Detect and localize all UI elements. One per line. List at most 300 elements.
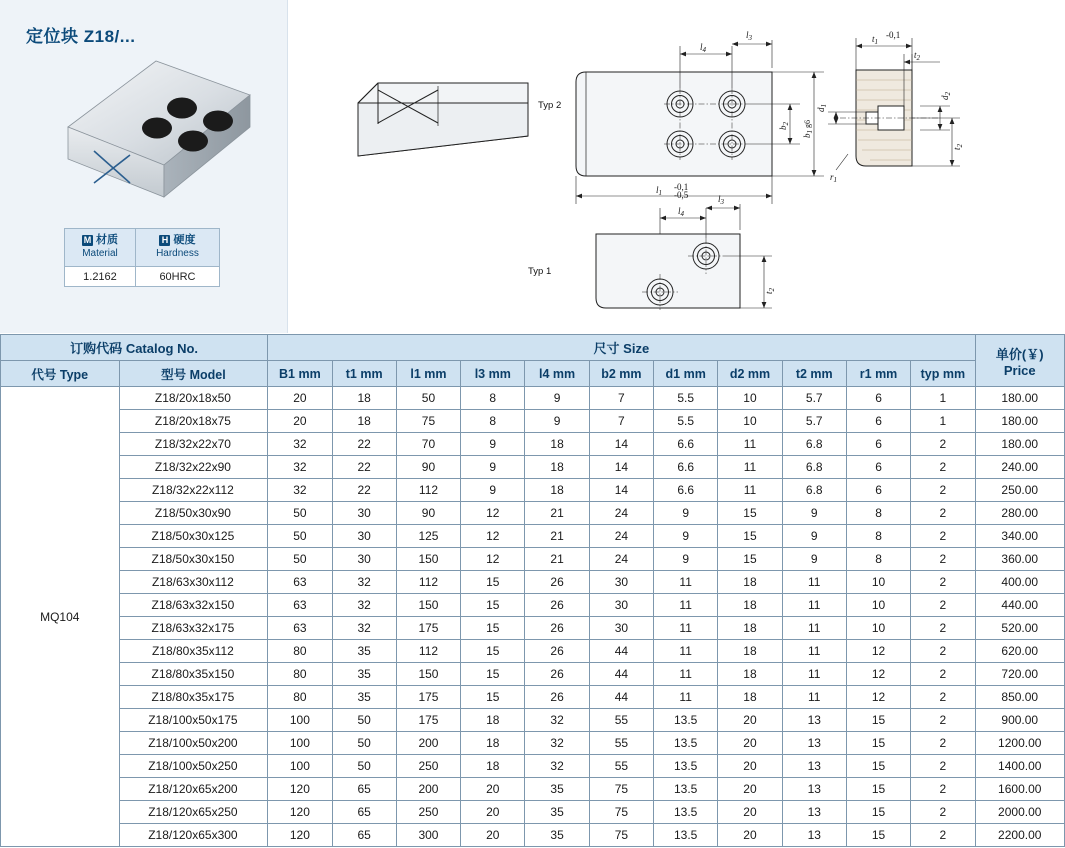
cell-model: Z18/100x50x175 bbox=[119, 709, 268, 732]
cell-r1: 15 bbox=[846, 755, 910, 778]
cell-d2: 11 bbox=[718, 479, 782, 502]
cell-b1: 80 bbox=[268, 686, 332, 709]
cell-t1: 35 bbox=[332, 640, 396, 663]
cell-l3: 20 bbox=[461, 824, 525, 847]
cell-t2: 13 bbox=[782, 824, 846, 847]
cell-price: 280.00 bbox=[975, 502, 1065, 525]
cell-l4: 21 bbox=[525, 525, 589, 548]
cell-l3: 15 bbox=[461, 686, 525, 709]
header-type bbox=[1, 361, 120, 387]
cell-d2: 15 bbox=[718, 548, 782, 571]
cell-b1: 80 bbox=[268, 640, 332, 663]
header-catalog bbox=[1, 335, 268, 361]
cell-model: Z18/80x35x175 bbox=[119, 686, 268, 709]
svg-text:-0,1: -0,1 bbox=[886, 30, 901, 40]
cell-l3: 12 bbox=[461, 548, 525, 571]
cell-b1: 120 bbox=[268, 824, 332, 847]
cell-b1: 50 bbox=[268, 525, 332, 548]
cell-d2: 18 bbox=[718, 594, 782, 617]
svg-text:l4: $l_4$ bbox=[678, 206, 685, 218]
cell-t1: 30 bbox=[332, 502, 396, 525]
cell-t1: 65 bbox=[332, 801, 396, 824]
cell-t2: 9 bbox=[782, 525, 846, 548]
cell-b2: 75 bbox=[589, 824, 653, 847]
cell-price: 1600.00 bbox=[975, 778, 1065, 801]
cell-r1: 8 bbox=[846, 548, 910, 571]
cell-r1: 12 bbox=[846, 686, 910, 709]
cell-t1: 32 bbox=[332, 617, 396, 640]
cell-model: Z18/50x30x125 bbox=[119, 525, 268, 548]
cell-b2: 44 bbox=[589, 640, 653, 663]
page-title-cn: 定位块 bbox=[26, 27, 79, 46]
cell-price: 250.00 bbox=[975, 479, 1065, 502]
header-type-cn: 代号 bbox=[31, 367, 57, 382]
hardness-header-en: Hardness bbox=[156, 248, 199, 260]
cell-l3: 15 bbox=[461, 663, 525, 686]
cell-d1: 13.5 bbox=[654, 732, 718, 755]
header-size-cn: 尺寸 bbox=[593, 341, 620, 356]
cell-b2: 14 bbox=[589, 456, 653, 479]
cell-t2: 9 bbox=[782, 502, 846, 525]
header-type-en: Type bbox=[59, 367, 89, 382]
cell-d2: 18 bbox=[718, 663, 782, 686]
cell-l4: 21 bbox=[525, 548, 589, 571]
cell-t2: 13 bbox=[782, 778, 846, 801]
cell-d1: 11 bbox=[654, 617, 718, 640]
cell-d1: 6.6 bbox=[654, 456, 718, 479]
material-hardness-table bbox=[64, 228, 220, 287]
cell-d2: 20 bbox=[718, 778, 782, 801]
cell-typ: 2 bbox=[911, 778, 975, 801]
cell-model: Z18/80x35x150 bbox=[119, 663, 268, 686]
typ1-label: Typ 1 bbox=[528, 266, 552, 277]
cell-l1: 300 bbox=[396, 824, 460, 847]
header-col-b2: b2 mm bbox=[589, 361, 653, 387]
cell-l4: 26 bbox=[525, 686, 589, 709]
cell-b2: 44 bbox=[589, 686, 653, 709]
cell-model: Z18/63x32x150 bbox=[119, 594, 268, 617]
cell-l4: 32 bbox=[525, 709, 589, 732]
cell-l4: 26 bbox=[525, 663, 589, 686]
cell-t1: 65 bbox=[332, 824, 396, 847]
cell-model: Z18/32x22x70 bbox=[119, 433, 268, 456]
header-model-cn: 型号 bbox=[161, 367, 187, 382]
cell-typ: 2 bbox=[911, 686, 975, 709]
cell-l1: 200 bbox=[396, 732, 460, 755]
cell-d1: 13.5 bbox=[654, 709, 718, 732]
isometric-block-illustration bbox=[60, 55, 260, 200]
cell-l4: 26 bbox=[525, 640, 589, 663]
svg-text:b1 g6: $b_1$ g6 bbox=[802, 120, 814, 138]
cell-model: Z18/120x65x200 bbox=[119, 778, 268, 801]
svg-text:-0,1: -0,1 bbox=[674, 182, 689, 192]
table-row bbox=[1, 778, 1065, 801]
table-row bbox=[1, 617, 1065, 640]
page-title bbox=[26, 22, 135, 47]
cell-t1: 35 bbox=[332, 663, 396, 686]
cell-d2: 18 bbox=[718, 617, 782, 640]
cell-t2: 6.8 bbox=[782, 456, 846, 479]
cell-t1: 50 bbox=[332, 709, 396, 732]
hardness-badge-icon: H bbox=[159, 235, 170, 246]
table-row bbox=[1, 594, 1065, 617]
cell-l1: 150 bbox=[396, 594, 460, 617]
cell-d1: 13.5 bbox=[654, 824, 718, 847]
table-row bbox=[1, 709, 1065, 732]
cell-l4: 18 bbox=[525, 456, 589, 479]
cell-d2: 20 bbox=[718, 709, 782, 732]
header-col-typ: typ mm bbox=[911, 361, 975, 387]
svg-text:l3: $l_3$ bbox=[718, 194, 725, 206]
cell-l4: 9 bbox=[525, 387, 589, 410]
cell-r1: 12 bbox=[846, 640, 910, 663]
cell-b1: 32 bbox=[268, 479, 332, 502]
cell-d1: 5.5 bbox=[654, 387, 718, 410]
cell-d1: 11 bbox=[654, 640, 718, 663]
cell-t1: 50 bbox=[332, 755, 396, 778]
svg-text:t2: $t_2$ bbox=[914, 50, 921, 62]
cell-d1: 13.5 bbox=[654, 801, 718, 824]
cell-t2: 9 bbox=[782, 548, 846, 571]
cell-l4: 35 bbox=[525, 778, 589, 801]
cell-d1: 9 bbox=[654, 502, 718, 525]
material-header-en: Material bbox=[82, 248, 118, 260]
cell-l1: 175 bbox=[396, 686, 460, 709]
specification-price-table-container bbox=[0, 334, 1065, 848]
cell-l3: 9 bbox=[461, 433, 525, 456]
cell-l3: 9 bbox=[461, 456, 525, 479]
cell-d2: 18 bbox=[718, 640, 782, 663]
cell-l4: 26 bbox=[525, 594, 589, 617]
cell-typ: 2 bbox=[911, 594, 975, 617]
svg-text:l1: $l_1$ bbox=[656, 185, 663, 197]
cell-price: 1200.00 bbox=[975, 732, 1065, 755]
cell-price: 440.00 bbox=[975, 594, 1065, 617]
header-col-l1: l1 mm bbox=[396, 361, 460, 387]
cell-b1: 63 bbox=[268, 571, 332, 594]
cell-t1: 22 bbox=[332, 479, 396, 502]
table-row bbox=[1, 502, 1065, 525]
cell-typ: 1 bbox=[911, 387, 975, 410]
cell-l3: 8 bbox=[461, 410, 525, 433]
header-col-l4: l4 mm bbox=[525, 361, 589, 387]
cell-typ: 2 bbox=[911, 709, 975, 732]
table-row bbox=[1, 663, 1065, 686]
cell-b1: 63 bbox=[268, 617, 332, 640]
cell-l3: 18 bbox=[461, 709, 525, 732]
cell-model: Z18/20x18x50 bbox=[119, 387, 268, 410]
cell-d2: 11 bbox=[718, 433, 782, 456]
table-row bbox=[1, 456, 1065, 479]
cell-t2: 5.7 bbox=[782, 410, 846, 433]
cell-typ: 2 bbox=[911, 755, 975, 778]
cell-price: 2200.00 bbox=[975, 824, 1065, 847]
cell-b2: 24 bbox=[589, 525, 653, 548]
cell-typ: 2 bbox=[911, 640, 975, 663]
cell-typ: 2 bbox=[911, 663, 975, 686]
cell-b1: 20 bbox=[268, 387, 332, 410]
svg-text:t1: $t_1$ bbox=[872, 34, 879, 46]
cell-d1: 11 bbox=[654, 571, 718, 594]
cell-typ: 2 bbox=[911, 801, 975, 824]
table-row bbox=[1, 732, 1065, 755]
cell-b2: 55 bbox=[589, 732, 653, 755]
cell-price: 2000.00 bbox=[975, 801, 1065, 824]
cell-r1: 15 bbox=[846, 778, 910, 801]
cell-typ: 1 bbox=[911, 410, 975, 433]
cell-model: Z18/120x65x300 bbox=[119, 824, 268, 847]
cell-t2: 13 bbox=[782, 709, 846, 732]
cell-price: 1400.00 bbox=[975, 755, 1065, 778]
cell-r1: 8 bbox=[846, 502, 910, 525]
cell-b1: 32 bbox=[268, 456, 332, 479]
svg-text:r1: $r_1$ bbox=[830, 172, 838, 184]
cell-l1: 112 bbox=[396, 640, 460, 663]
cell-b2: 7 bbox=[589, 387, 653, 410]
cell-l1: 112 bbox=[396, 571, 460, 594]
cell-b2: 55 bbox=[589, 709, 653, 732]
cell-b1: 50 bbox=[268, 548, 332, 571]
cell-price: 340.00 bbox=[975, 525, 1065, 548]
header-catalog-cn: 订购代码 bbox=[70, 341, 123, 356]
cell-typ: 2 bbox=[911, 502, 975, 525]
cell-d1: 9 bbox=[654, 525, 718, 548]
cell-d1: 6.6 bbox=[654, 433, 718, 456]
cell-model: Z18/63x32x175 bbox=[119, 617, 268, 640]
table-row bbox=[1, 525, 1065, 548]
cell-t1: 32 bbox=[332, 571, 396, 594]
cell-d2: 10 bbox=[718, 387, 782, 410]
cell-price: 520.00 bbox=[975, 617, 1065, 640]
header-model bbox=[119, 361, 268, 387]
header-catalog-en: Catalog No. bbox=[125, 341, 199, 356]
cell-t1: 22 bbox=[332, 433, 396, 456]
cell-model: Z18/20x18x75 bbox=[119, 410, 268, 433]
material-header bbox=[65, 229, 136, 267]
cell-model: Z18/50x30x150 bbox=[119, 548, 268, 571]
cell-t2: 11 bbox=[782, 617, 846, 640]
cell-typ: 2 bbox=[911, 617, 975, 640]
cell-l3: 15 bbox=[461, 594, 525, 617]
cell-t1: 30 bbox=[332, 548, 396, 571]
cell-model: Z18/100x50x250 bbox=[119, 755, 268, 778]
cell-l3: 20 bbox=[461, 801, 525, 824]
cell-l1: 175 bbox=[396, 709, 460, 732]
cell-typ: 2 bbox=[911, 433, 975, 456]
cell-b1: 100 bbox=[268, 732, 332, 755]
cell-d1: 11 bbox=[654, 594, 718, 617]
table-row bbox=[1, 571, 1065, 594]
cell-b1: 63 bbox=[268, 594, 332, 617]
cell-price: 360.00 bbox=[975, 548, 1065, 571]
cell-l3: 18 bbox=[461, 755, 525, 778]
cell-price: 180.00 bbox=[975, 410, 1065, 433]
cell-b1: 120 bbox=[268, 778, 332, 801]
specification-price-table bbox=[0, 334, 1065, 847]
svg-text:l3: $l_3$ bbox=[746, 30, 753, 42]
cell-t2: 13 bbox=[782, 732, 846, 755]
cell-price: 400.00 bbox=[975, 571, 1065, 594]
cell-l1: 125 bbox=[396, 525, 460, 548]
hardness-value: 60HRC bbox=[135, 267, 219, 287]
cell-d1: 9 bbox=[654, 548, 718, 571]
cell-r1: 6 bbox=[846, 456, 910, 479]
cell-l1: 50 bbox=[396, 387, 460, 410]
cell-d1: 13.5 bbox=[654, 778, 718, 801]
cell-model: Z18/100x50x200 bbox=[119, 732, 268, 755]
cell-l4: 21 bbox=[525, 502, 589, 525]
cell-l1: 112 bbox=[396, 479, 460, 502]
cell-t1: 50 bbox=[332, 732, 396, 755]
cell-r1: 10 bbox=[846, 571, 910, 594]
header-col-t2: t2 mm bbox=[782, 361, 846, 387]
cell-d2: 15 bbox=[718, 502, 782, 525]
cell-typ: 2 bbox=[911, 571, 975, 594]
cell-d2: 10 bbox=[718, 410, 782, 433]
cell-b1: 100 bbox=[268, 755, 332, 778]
cell-model: Z18/80x35x112 bbox=[119, 640, 268, 663]
cell-t2: 11 bbox=[782, 594, 846, 617]
cell-l4: 26 bbox=[525, 617, 589, 640]
drawing-typ2-top-view bbox=[576, 30, 824, 204]
table-row bbox=[1, 548, 1065, 571]
cell-l1: 90 bbox=[396, 502, 460, 525]
cell-t2: 6.8 bbox=[782, 433, 846, 456]
table-row bbox=[1, 433, 1065, 456]
svg-text:l4: $l_4$ bbox=[700, 42, 707, 54]
cell-t1: 30 bbox=[332, 525, 396, 548]
hardness-header-cn: 硬度 bbox=[173, 234, 196, 247]
svg-text:d2: $d_2$ bbox=[940, 92, 952, 100]
cell-l4: 18 bbox=[525, 433, 589, 456]
cell-model: Z18/63x30x112 bbox=[119, 571, 268, 594]
cell-d1: 13.5 bbox=[654, 755, 718, 778]
cell-t2: 11 bbox=[782, 663, 846, 686]
table-body bbox=[1, 387, 1065, 847]
cell-model: Z18/32x22x112 bbox=[119, 479, 268, 502]
cell-t1: 32 bbox=[332, 594, 396, 617]
cell-l1: 250 bbox=[396, 755, 460, 778]
cell-t1: 35 bbox=[332, 686, 396, 709]
cell-model: Z18/120x65x250 bbox=[119, 801, 268, 824]
cell-b2: 30 bbox=[589, 617, 653, 640]
svg-text:b2: $b_2$ bbox=[778, 122, 790, 130]
cell-typ: 2 bbox=[911, 456, 975, 479]
svg-text:-0,5: -0,5 bbox=[674, 190, 689, 200]
cell-l1: 175 bbox=[396, 617, 460, 640]
drawing-perspective-block bbox=[358, 83, 528, 156]
cell-l3: 18 bbox=[461, 732, 525, 755]
table-row bbox=[1, 640, 1065, 663]
cell-t1: 65 bbox=[332, 778, 396, 801]
cell-l3: 15 bbox=[461, 617, 525, 640]
cell-b2: 30 bbox=[589, 571, 653, 594]
cell-b2: 24 bbox=[589, 548, 653, 571]
header-size-en: Size bbox=[623, 341, 650, 356]
cell-r1: 6 bbox=[846, 387, 910, 410]
cell-l3: 12 bbox=[461, 525, 525, 548]
table-row bbox=[65, 267, 220, 287]
cell-d1: 11 bbox=[654, 686, 718, 709]
cell-t2: 6.8 bbox=[782, 479, 846, 502]
cell-t2: 11 bbox=[782, 686, 846, 709]
cell-t2: 11 bbox=[782, 571, 846, 594]
cell-r1: 12 bbox=[846, 663, 910, 686]
cell-r1: 6 bbox=[846, 433, 910, 456]
cell-l4: 18 bbox=[525, 479, 589, 502]
cell-l4: 35 bbox=[525, 824, 589, 847]
cell-b2: 75 bbox=[589, 801, 653, 824]
cell-price: 720.00 bbox=[975, 663, 1065, 686]
drawing-section-view bbox=[816, 30, 964, 184]
table-row bbox=[1, 410, 1065, 433]
hardness-header bbox=[135, 229, 219, 267]
cell-price: 900.00 bbox=[975, 709, 1065, 732]
cell-l4: 9 bbox=[525, 410, 589, 433]
cell-l1: 150 bbox=[396, 548, 460, 571]
cell-l3: 8 bbox=[461, 387, 525, 410]
cell-price: 240.00 bbox=[975, 456, 1065, 479]
cell-t2: 13 bbox=[782, 755, 846, 778]
page-title-code: Z18/... bbox=[83, 27, 136, 46]
cell-b2: 75 bbox=[589, 778, 653, 801]
header-col-b1: B1 mm bbox=[268, 361, 332, 387]
cell-model: Z18/32x22x90 bbox=[119, 456, 268, 479]
table-header-group-row bbox=[1, 335, 1065, 361]
table-header-row bbox=[1, 361, 1065, 387]
header-price bbox=[975, 335, 1065, 387]
table-row bbox=[1, 755, 1065, 778]
cell-l3: 15 bbox=[461, 571, 525, 594]
svg-text:d1: $d_1$ bbox=[816, 104, 828, 112]
table-row bbox=[1, 387, 1065, 410]
header-model-en: Model bbox=[189, 367, 226, 382]
product-illustration-panel bbox=[0, 0, 1065, 333]
table-row bbox=[1, 686, 1065, 709]
table-row bbox=[1, 824, 1065, 847]
cell-typ: 2 bbox=[911, 732, 975, 755]
cell-l1: 200 bbox=[396, 778, 460, 801]
cell-l3: 20 bbox=[461, 778, 525, 801]
typ2-label: Typ 2 bbox=[538, 100, 562, 111]
cell-b1: 120 bbox=[268, 801, 332, 824]
cell-t1: 22 bbox=[332, 456, 396, 479]
cell-price: 850.00 bbox=[975, 686, 1065, 709]
header-price-en: Price bbox=[1003, 362, 1036, 378]
header-col-d1: d1 mm bbox=[654, 361, 718, 387]
cell-d2: 20 bbox=[718, 755, 782, 778]
cell-t2: 11 bbox=[782, 640, 846, 663]
cell-d2: 20 bbox=[718, 732, 782, 755]
header-col-l3: l3 mm bbox=[461, 361, 525, 387]
cell-r1: 10 bbox=[846, 617, 910, 640]
cell-price: 620.00 bbox=[975, 640, 1065, 663]
cell-l3: 9 bbox=[461, 479, 525, 502]
cell-price: 180.00 bbox=[975, 433, 1065, 456]
cell-b2: 7 bbox=[589, 410, 653, 433]
cell-b1: 50 bbox=[268, 502, 332, 525]
cell-b2: 24 bbox=[589, 502, 653, 525]
cell-r1: 15 bbox=[846, 732, 910, 755]
cell-b1: 80 bbox=[268, 663, 332, 686]
cell-typ: 2 bbox=[911, 479, 975, 502]
header-size bbox=[268, 335, 975, 361]
cell-model: Z18/50x30x90 bbox=[119, 502, 268, 525]
cell-l3: 15 bbox=[461, 640, 525, 663]
cell-typ: 2 bbox=[911, 525, 975, 548]
cell-price: 180.00 bbox=[975, 387, 1065, 410]
cell-d2: 11 bbox=[718, 456, 782, 479]
